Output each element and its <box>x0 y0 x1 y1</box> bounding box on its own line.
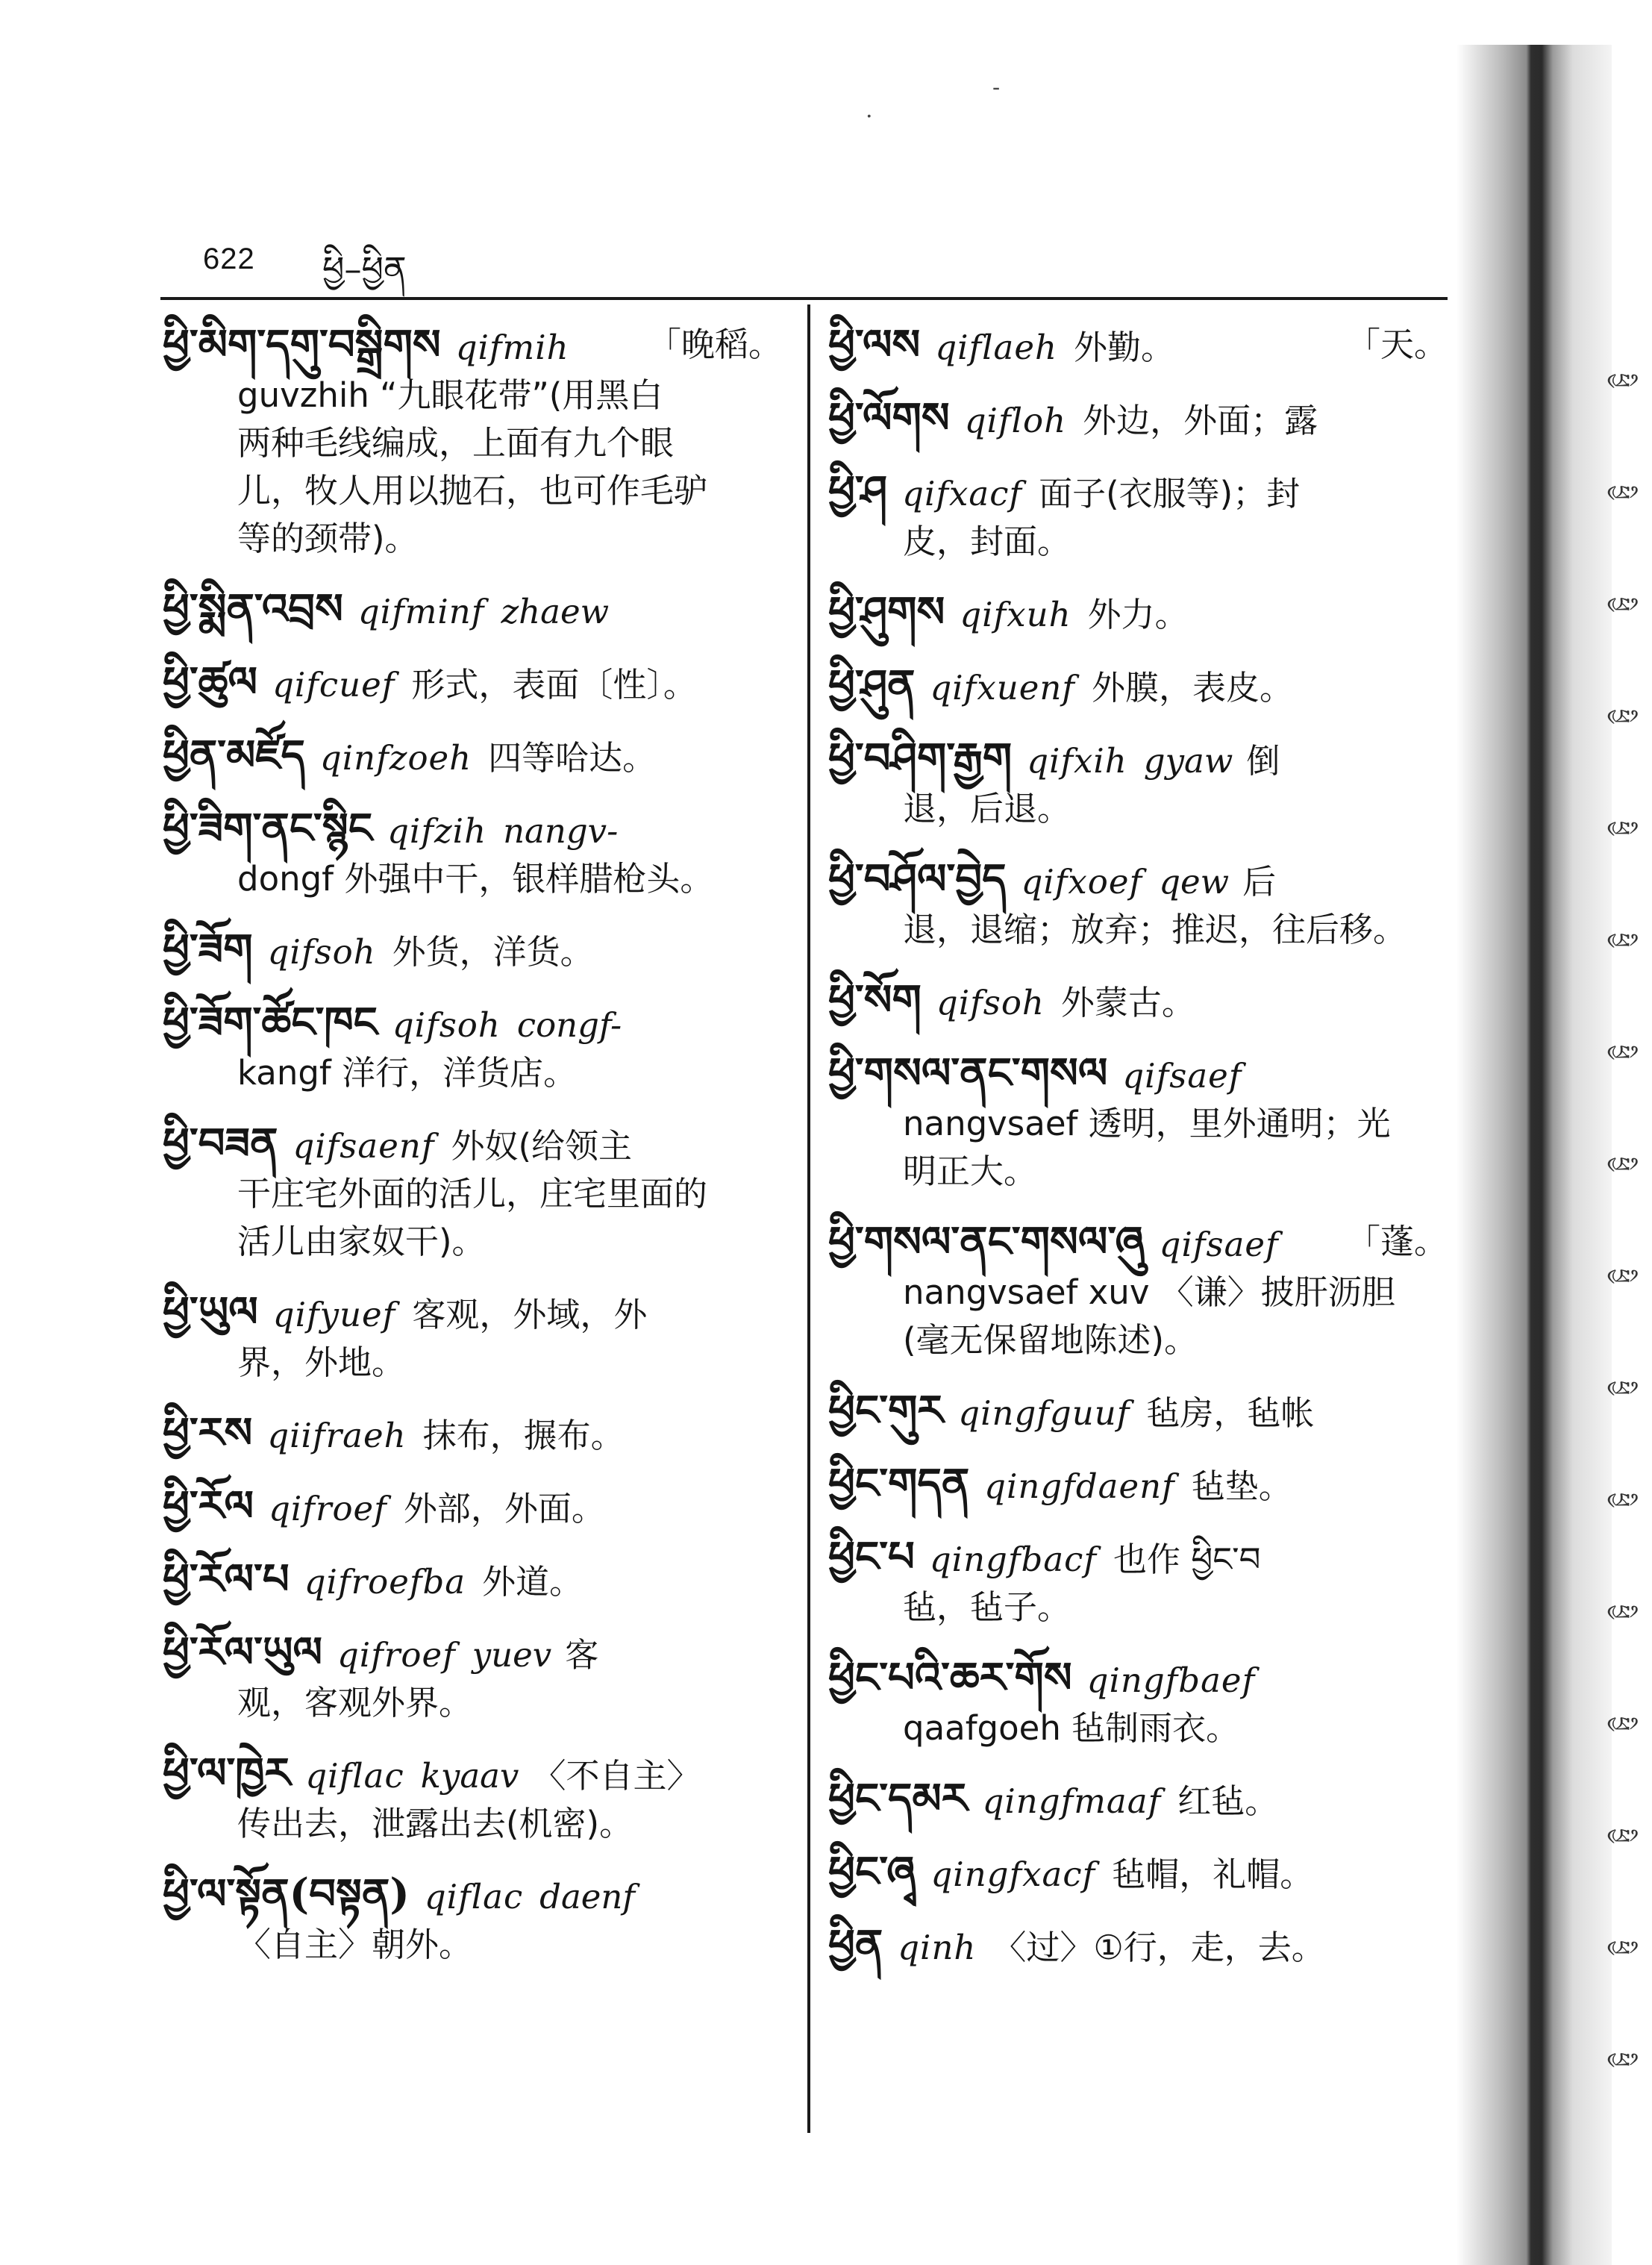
definition: 毡垫。 <box>1191 1466 1292 1506</box>
tibetan-headword: ཕྱི་ལ་ཁྱེར <box>163 1749 291 1798</box>
dictionary-entry <box>828 1460 1448 1510</box>
definition-line: 皮，封面。 <box>903 522 1071 561</box>
edge-mark: ཕྱི <box>1608 597 1634 612</box>
romanization: qiflaeh <box>935 328 1057 367</box>
dictionary-entry <box>828 321 1448 372</box>
definition: 〈过〉①行，走，去。 <box>992 1928 1325 1967</box>
definition-line: 观，客观外界。 <box>237 1683 473 1722</box>
tibetan-headword: ཕྱི་གསལ་ནང་གསལ་ཞུ <box>828 1217 1145 1266</box>
definition: 形式，表面〔性〕。 <box>411 665 697 705</box>
dictionary-entry <box>828 1218 1448 1364</box>
definition: 外膜，表皮。 <box>1091 668 1293 707</box>
tibetan-headword: ཕྱིན་མཛོད <box>163 731 305 780</box>
romanization-cont: qew <box>1159 862 1230 902</box>
dictionary-entry <box>163 1288 782 1387</box>
romanization: qifsoh <box>267 932 376 972</box>
dictionary-entry <box>828 467 1448 566</box>
dictionary-entry <box>163 999 782 1097</box>
romanization-cont: zhaew <box>501 592 610 631</box>
edge-mark: ཕྱི <box>1608 1716 1634 1731</box>
definition-line: nangvsaef 透明，里外通明；光 <box>903 1104 1391 1143</box>
romanization: qingfdaenf <box>984 1466 1175 1506</box>
tibetan-headword: ཕྱི་གསལ་ནང་གསལ <box>828 1049 1108 1098</box>
definition: 毡房，毡帐 <box>1146 1393 1315 1433</box>
dictionary-entry <box>163 585 782 636</box>
dictionary-entry <box>828 588 1448 639</box>
romanization: qifroef <box>269 1489 387 1528</box>
definition: 也作 ཕྱིང་བ <box>1113 1540 1261 1579</box>
dictionary-entry <box>163 658 782 709</box>
romanization: qifcuef <box>272 665 395 705</box>
romanization-cont: gyaw <box>1143 741 1233 781</box>
edge-mark: ཕྱི <box>1608 1157 1634 1172</box>
definition: 外勤。 <box>1074 328 1175 367</box>
dictionary-entry <box>828 1921 1448 1972</box>
tibetan-headword: ཕྱི་ཤུན <box>828 660 916 710</box>
definition: 面子(衣服等)；封 <box>1039 474 1301 513</box>
dictionary-entry <box>163 1555 782 1606</box>
definition: 外力。 <box>1087 595 1189 634</box>
tibetan-headword: ཕྱི་ཡུལ <box>163 1287 258 1337</box>
definition-line: 〈自主〉朝外。 <box>237 1925 473 1964</box>
romanization: qinfzoeh <box>319 738 472 778</box>
dictionary-entry <box>163 731 782 782</box>
tibetan-headword: ཕྱི་ཟིག་ནང་སྙིང <box>163 804 373 853</box>
dictionary-entry <box>828 661 1448 712</box>
romanization: qifroefba <box>304 1562 466 1602</box>
romanization: qifxuh <box>960 595 1071 634</box>
definition-line: 等的颈带)。 <box>237 519 419 558</box>
dictionary-entry <box>828 1654 1448 1752</box>
romanization: qinh <box>898 1928 977 1967</box>
tibetan-headword: ཕྱི་བཟན <box>163 1119 278 1168</box>
definition: 倒 <box>1246 741 1280 781</box>
dictionary-entry <box>163 1749 782 1848</box>
right-column <box>828 321 1448 1994</box>
romanization: qifsaef <box>1122 1056 1242 1096</box>
definition: 外货，洋货。 <box>392 932 594 972</box>
edge-mark: ཕྱི <box>1608 821 1634 836</box>
definition: 抹布，搌布。 <box>422 1416 625 1455</box>
romanization-cont: yuev <box>472 1635 552 1675</box>
definition-line: guvzhih “九眼花带”(用黑白 <box>237 375 663 415</box>
page-gutter-shadow <box>1457 45 1612 2265</box>
definition: 外奴(给领主 <box>451 1126 633 1166</box>
romanization: qifloh <box>964 401 1067 440</box>
definition: 红毡。 <box>1177 1781 1279 1821</box>
definition: 毡帽，礼帽。 <box>1112 1855 1314 1894</box>
definition: 四等哈达。 <box>488 738 657 778</box>
romanization: qifyuef <box>272 1295 396 1334</box>
tibetan-headword: ཕྱི་ལོགས <box>828 393 950 443</box>
entry-margin-note: 「晚稻。 <box>647 325 782 364</box>
definition: 客 <box>565 1635 599 1675</box>
definition-line: 儿，牧人用以抛石，也可作毛驴 <box>237 471 708 510</box>
romanization: qifzih <box>387 811 487 851</box>
dictionary-entry <box>163 1482 782 1533</box>
tibetan-headword: ཕྱི་སོག <box>828 975 922 1025</box>
tibetan-headword: ཕྱི་ཟོག <box>163 925 253 974</box>
edge-mark: ཕྱི <box>1608 1605 1634 1619</box>
edge-mark: ཕྱི <box>1608 1381 1634 1396</box>
romanization: qifsoh <box>936 983 1045 1022</box>
romanization: qifminf <box>357 592 485 631</box>
dictionary-entry <box>828 734 1448 833</box>
definition-line: 活儿由家奴干)。 <box>237 1222 486 1261</box>
entry-margin-note: 「蓬。 <box>1346 1222 1448 1261</box>
top-rule <box>160 297 1448 300</box>
definition-line: 退，后退。 <box>903 789 1071 828</box>
romanization: qiflac <box>305 1756 404 1796</box>
tibetan-headword: ཕྱི་མིག་དགུ་བསྒྲིགས <box>163 320 441 369</box>
romanization: qingfmaaf <box>982 1781 1162 1821</box>
dictionary-entry <box>828 976 1448 1027</box>
tibetan-headword: ཕྱིང་གུར <box>828 1386 944 1435</box>
edge-mark: ཕྱི <box>1608 709 1634 724</box>
dictionary-entry <box>163 321 782 563</box>
romanization: qiflac <box>424 1877 524 1916</box>
definition-line: 毡，毡子。 <box>903 1587 1071 1627</box>
tibetan-headword: ཕྱི་ལ་སྟོན(བསྟན) <box>163 1869 410 1919</box>
page-number: 622 <box>203 243 255 275</box>
definition: 客观，外域，外 <box>412 1295 648 1334</box>
tibetan-headword: ཕྱིན <box>828 1920 883 1969</box>
definition: 外边，外面；露 <box>1083 401 1318 440</box>
dictionary-entry <box>163 1119 782 1266</box>
edge-mark: ཕྱི <box>1608 1828 1634 1843</box>
romanization-cont: kyaav <box>420 1756 519 1796</box>
dictionary-entry <box>828 394 1448 445</box>
dictionary-entry <box>828 1387 1448 1437</box>
definition-line: 明正大。 <box>903 1152 1038 1191</box>
edge-mark: ཕྱི <box>1608 1269 1634 1284</box>
tibetan-headword: ཕྱིང་གདན <box>828 1459 970 1508</box>
romanization: qingfguuf <box>958 1393 1130 1433</box>
entry-margin-note: 「天。 <box>1346 325 1448 364</box>
tibetan-headword: ཕྱི་རོལ་ཡུལ <box>163 1628 322 1677</box>
running-head: ཕྱི–ཕྱིན <box>322 249 407 289</box>
tibetan-headword: ཕྱི་ཟོག་ཚོང་ཁང <box>163 998 378 1047</box>
dictionary-entry <box>163 1628 782 1727</box>
romanization: qifxoef <box>1021 862 1143 902</box>
definition: 外蒙古。 <box>1060 983 1195 1022</box>
romanization: qingfbaef <box>1086 1661 1256 1700</box>
tibetan-headword: ཕྱི་ཤུགས <box>828 587 945 637</box>
tibetan-headword: ཕྱི་ཤ <box>828 466 888 516</box>
definition-line: nangvsaef xuv 〈谦〉披肝沥胆 <box>903 1272 1395 1312</box>
romanization: qifsoh <box>392 1005 501 1045</box>
edge-mark: ཕྱི <box>1608 485 1634 500</box>
tibetan-headword: ཕྱི་བཤིག་རྒྱག <box>828 734 1013 783</box>
romanization: qifroef <box>337 1635 456 1675</box>
romanization-cont: congf- <box>516 1005 622 1045</box>
definition: 外部，外面。 <box>403 1489 605 1528</box>
definition-line: dongf 外强中干，银样腊枪头。 <box>237 859 714 899</box>
dictionary-entry <box>828 1049 1448 1196</box>
definition-line: 干庄宅外面的活儿，庄宅里面的 <box>237 1174 708 1213</box>
romanization: qingfbacf <box>929 1540 1098 1579</box>
dictionary-entry <box>163 1409 782 1460</box>
dictionary-entry <box>828 1775 1448 1825</box>
romanization: qifsaef <box>1159 1225 1279 1264</box>
tibetan-headword: ཕྱིང་པའི་ཆར་གོས <box>828 1653 1072 1702</box>
romanization: qifxacf <box>902 474 1023 513</box>
romanization: qifmih <box>455 328 569 367</box>
dictionary-entry <box>163 805 782 903</box>
edge-mark: ཕྱི <box>1608 373 1634 388</box>
dictionary-entry <box>163 925 782 976</box>
tibetan-headword: ཕྱི་རོལ་པ <box>163 1555 290 1604</box>
romanization: qifsaenf <box>292 1126 435 1166</box>
definition: 外道。 <box>482 1562 583 1602</box>
edge-mark: ཕྱི <box>1608 1045 1634 1060</box>
definition-line: kangf 洋行，洋货店。 <box>237 1053 578 1093</box>
romanization: qiifraeh <box>267 1416 407 1455</box>
definition-line: 传出去，泄露出去(机密)。 <box>237 1804 633 1843</box>
next-page-edge-text <box>1589 373 1634 2164</box>
tibetan-headword: ཕྱིང་ཞྭ <box>828 1847 916 1896</box>
definition-line: 界，外地。 <box>237 1343 406 1382</box>
tibetan-headword: ཕྱི་ལས <box>828 320 921 369</box>
definition-line: qaafgoeh 毡制雨衣。 <box>903 1708 1240 1748</box>
dictionary-entry <box>828 1848 1448 1899</box>
romanization: qifxih <box>1027 741 1127 781</box>
definition-line: 两种毛线编成，上面有九个眼 <box>237 423 675 463</box>
dictionary-entry <box>828 1533 1448 1631</box>
edge-mark: ཕྱི <box>1608 933 1634 948</box>
definition-line: 退，退缩；放弃；推迟，往后移。 <box>903 910 1407 949</box>
tibetan-headword: ཕྱི་ཚུལ <box>163 657 258 707</box>
edge-mark: ཕྱི <box>1608 1940 1634 1955</box>
tibetan-headword: ཕྱི་བཤོལ་བྱེད <box>828 855 1007 904</box>
tibetan-headword: ཕྱི་རས <box>163 1408 253 1458</box>
romanization: qingfxacf <box>930 1855 1096 1894</box>
romanization-cont: nangv- <box>503 811 619 851</box>
tibetan-headword: ཕྱི་རོལ <box>163 1481 254 1531</box>
tibetan-headword: ཕྱིང་དམར <box>828 1774 968 1823</box>
definition-line: (毫无保留地陈述)。 <box>903 1320 1198 1360</box>
left-column <box>163 321 782 1991</box>
column-divider <box>807 304 810 2133</box>
tibetan-headword: ཕྱིང་པ <box>828 1532 915 1581</box>
stray-marks: - . <box>866 75 1001 123</box>
tibetan-headword: ཕྱི་སྨིན་འབྲས <box>163 584 343 634</box>
edge-mark: ཕྱི <box>1608 2052 1634 2067</box>
definition: 〈不自主〉 <box>532 1756 701 1796</box>
romanization-cont: daenf <box>539 1877 636 1916</box>
romanization: qifxuenf <box>930 668 1075 707</box>
definition: 后 <box>1242 862 1277 902</box>
edge-mark: ཕྱི <box>1608 1493 1634 1508</box>
dictionary-entry <box>163 1870 782 1969</box>
dictionary-entry <box>828 855 1448 954</box>
